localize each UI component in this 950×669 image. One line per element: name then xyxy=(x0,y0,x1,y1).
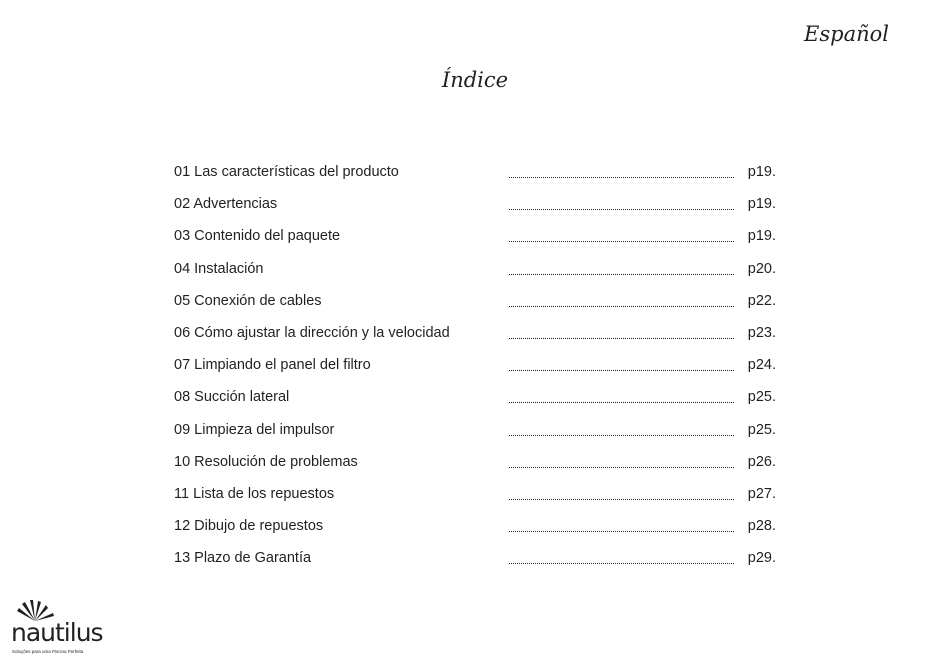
toc-entry-page: p23. xyxy=(747,324,776,341)
toc-entry-label: 10 Resolución de problemas xyxy=(174,453,358,470)
toc-entry-label: 07 Limpiando el panel del filtro xyxy=(174,357,371,374)
toc-entry-label: 04 Instalación xyxy=(174,260,264,277)
toc-dot-leader xyxy=(509,295,734,307)
toc-entry-page: p24. xyxy=(747,357,776,374)
toc-dot-leader xyxy=(509,488,734,500)
toc-entry[interactable] xyxy=(174,257,776,289)
toc-entry-label: 06 Cómo ajustar la dirección y la velocidad xyxy=(174,324,450,341)
toc-entry[interactable] xyxy=(174,514,776,546)
toc-entry[interactable] xyxy=(174,385,776,417)
toc-entry-page: p25. xyxy=(747,389,776,406)
toc-entry-page: p26. xyxy=(747,453,776,470)
toc-dot-leader xyxy=(509,198,734,210)
logo-tagline: Soluções para uma Piscina Perfeita xyxy=(12,649,84,654)
toc-entry[interactable] xyxy=(174,450,776,482)
toc-entry-page: p19. xyxy=(747,196,776,213)
toc-entry[interactable] xyxy=(174,289,776,321)
toc-entry[interactable] xyxy=(174,482,776,514)
toc-entry-label: 01 Las características del producto xyxy=(174,164,399,180)
nautilus-logo xyxy=(11,600,101,662)
table-of-contents xyxy=(174,160,776,578)
toc-dot-leader xyxy=(509,230,734,242)
page-title: Índice xyxy=(441,68,509,92)
toc-entry-page: p29. xyxy=(747,550,776,567)
toc-entry-label: 03 Contenido del paquete xyxy=(174,228,341,245)
toc-entry-page: p28. xyxy=(747,518,776,535)
toc-entry-label: 11 Lista de los repuestos xyxy=(174,485,335,502)
toc-entry-page: p19. xyxy=(747,228,776,245)
toc-entry-page: p27. xyxy=(747,485,776,502)
toc-dot-leader xyxy=(509,391,734,403)
toc-entry-page: p22. xyxy=(747,292,776,309)
toc-dot-leader xyxy=(509,552,734,564)
toc-entry-label: 09 Limpieza del impulsor xyxy=(174,421,335,438)
toc-entry[interactable] xyxy=(174,353,776,385)
toc-entry[interactable] xyxy=(174,160,776,192)
toc-entry-page: p20. xyxy=(747,260,776,277)
toc-entry-label: 05 Conexión de cables xyxy=(174,292,322,309)
toc-entry-label: 13 Plazo de Garantía xyxy=(174,550,312,567)
toc-entry-page: p19. xyxy=(747,164,776,180)
toc-dot-leader xyxy=(509,359,734,371)
toc-entry[interactable] xyxy=(174,546,776,578)
toc-entry[interactable] xyxy=(174,321,776,353)
logo-wordmark: nautilus xyxy=(11,618,103,647)
toc-entry[interactable] xyxy=(174,418,776,450)
toc-dot-leader xyxy=(509,424,734,436)
toc-entry-label: 12 Dibujo de repuestos xyxy=(174,518,324,535)
toc-dot-leader xyxy=(509,263,734,275)
toc-dot-leader xyxy=(509,166,734,178)
language-label: Español xyxy=(804,22,889,46)
toc-entry[interactable] xyxy=(174,192,776,224)
toc-dot-leader xyxy=(509,520,734,532)
toc-entry-label: 02 Advertencias xyxy=(174,196,278,213)
toc-entry-page: p25. xyxy=(747,421,776,438)
toc-entry-label: 08 Succión lateral xyxy=(174,389,290,406)
toc-dot-leader xyxy=(509,456,734,468)
toc-entry[interactable] xyxy=(174,224,776,256)
toc-dot-leader xyxy=(509,327,734,339)
